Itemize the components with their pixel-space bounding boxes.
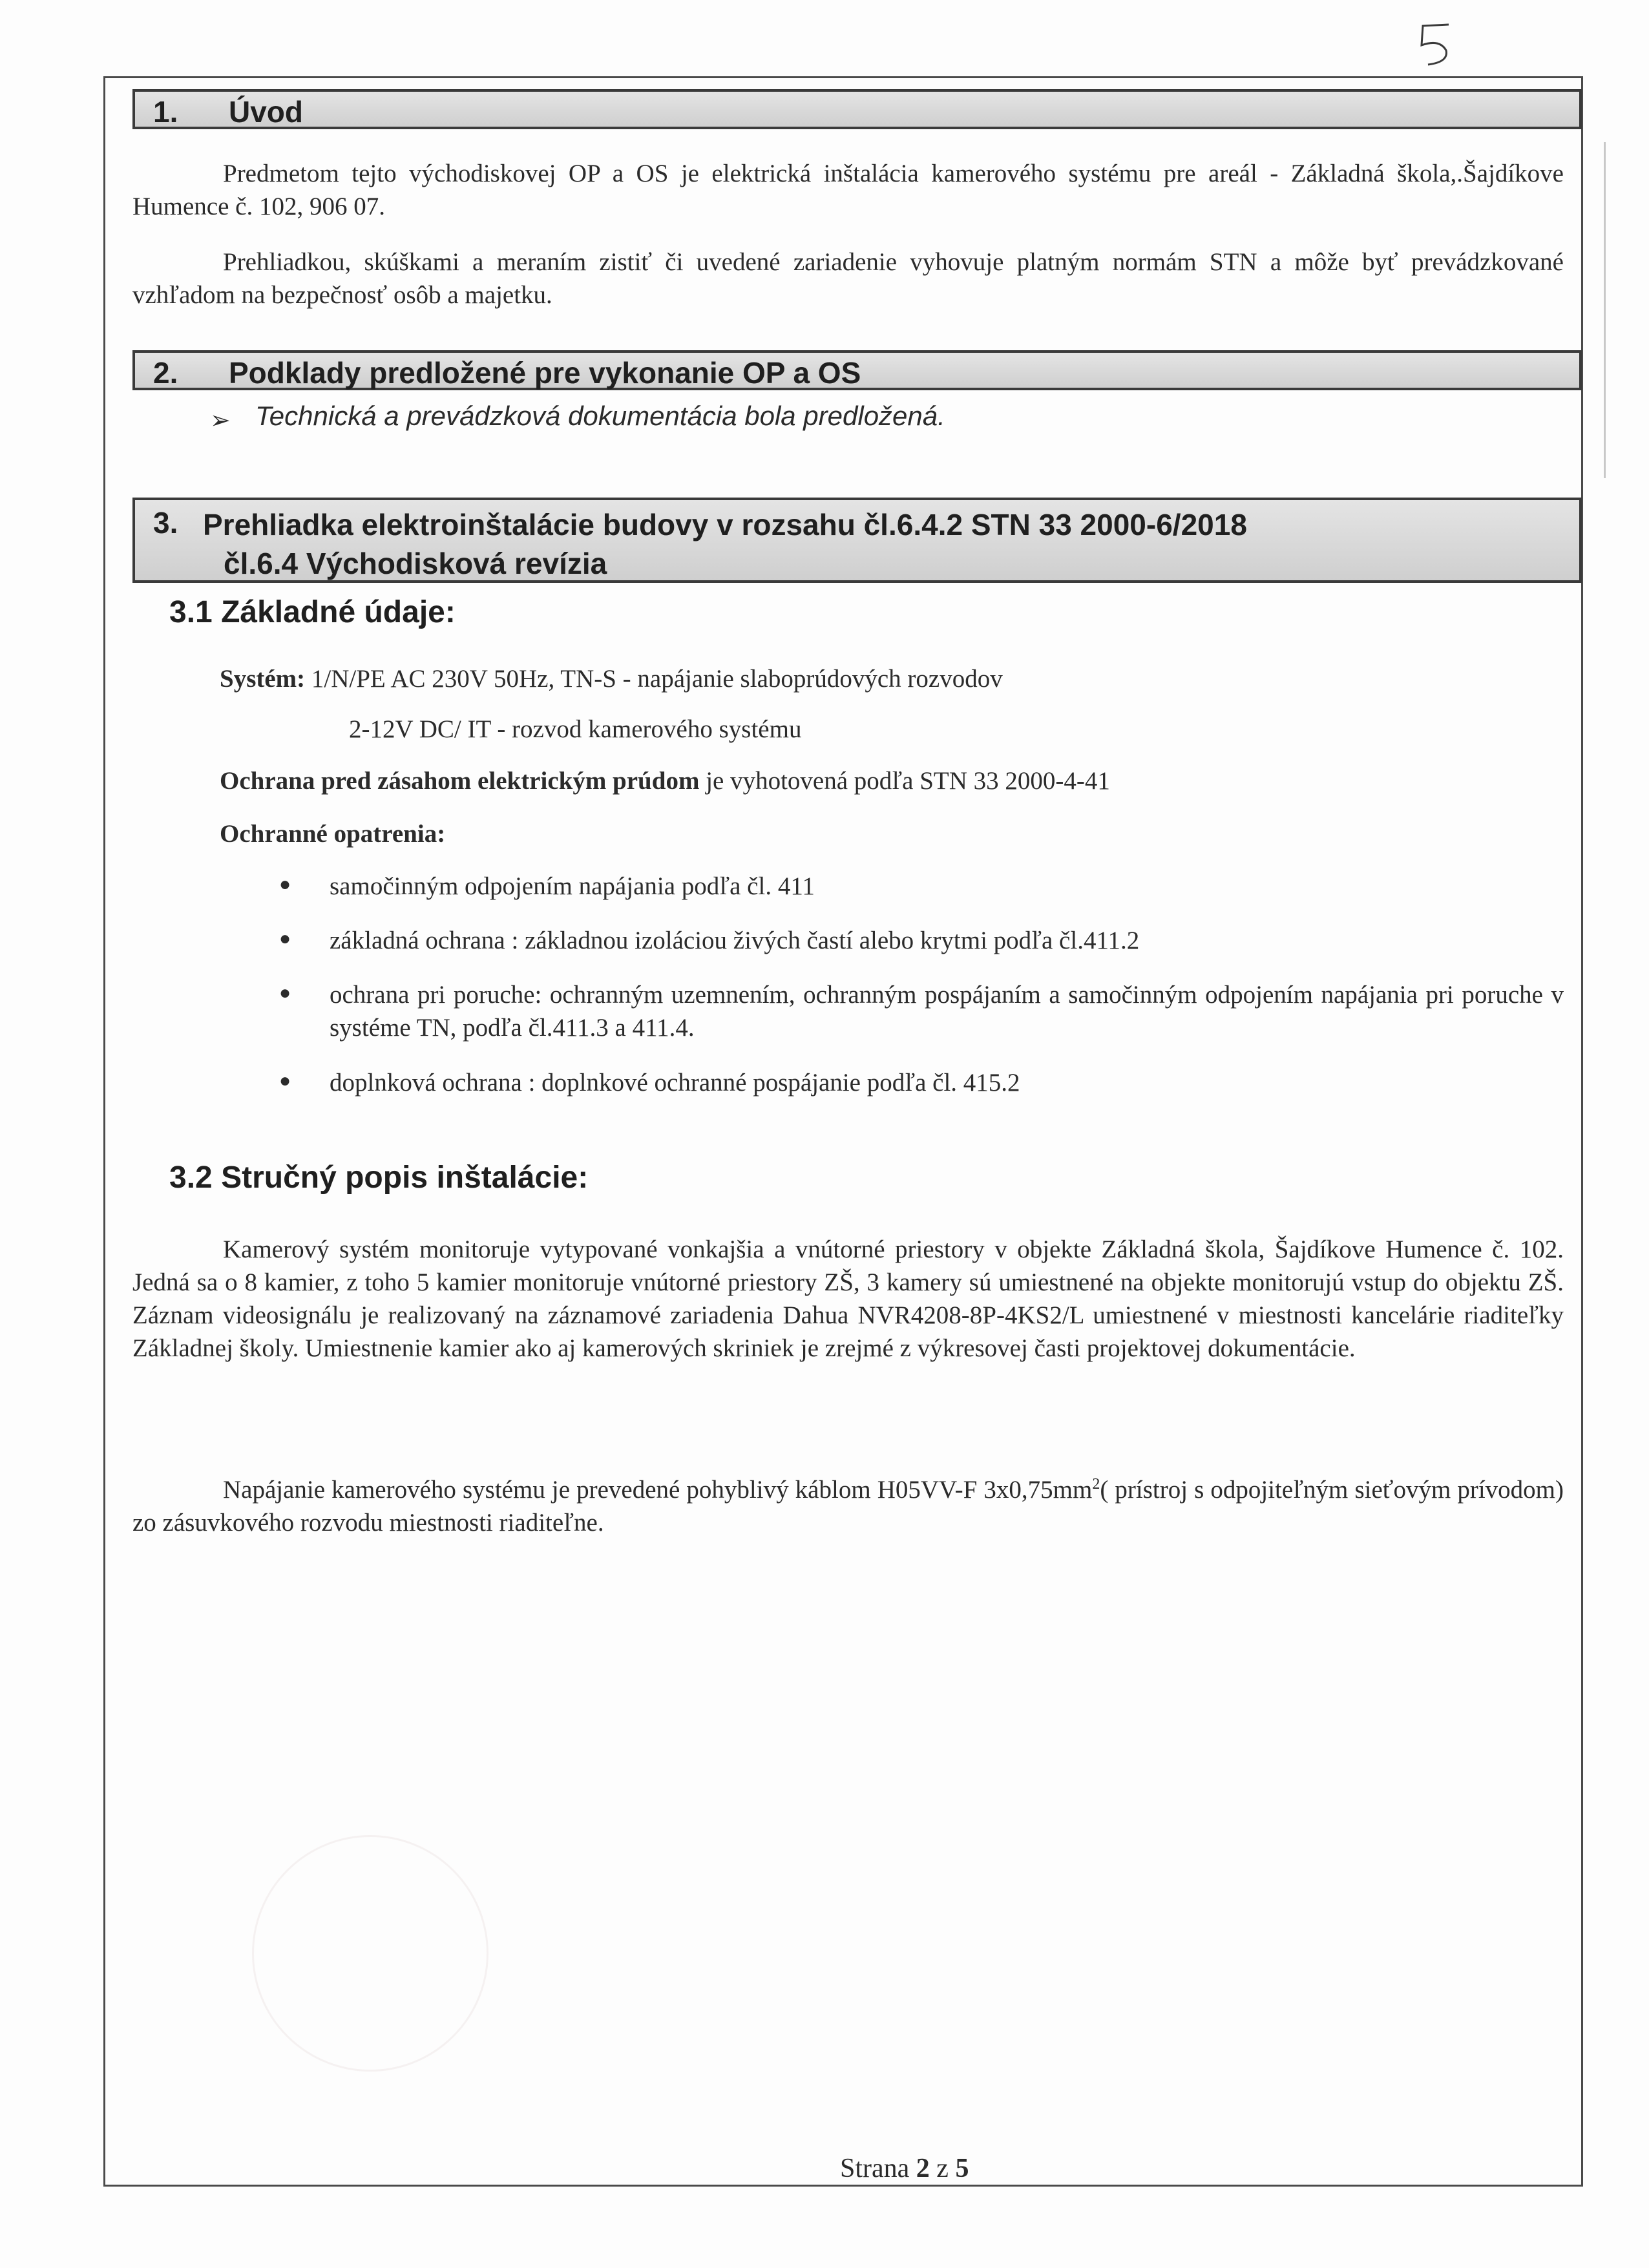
section-number: 3. [153, 506, 178, 540]
section-title: Podklady predložené pre vykonanie OP a OS [229, 356, 861, 390]
section-number: 2. [153, 356, 178, 390]
page-footer: Strana 2 z 5 [840, 2154, 969, 2183]
measures-label: Ochranné opatrenia: [220, 820, 446, 848]
section-3-header [132, 498, 1582, 583]
subsection-heading-basic-data: 3.1 Základné údaje: [169, 595, 456, 629]
system-line-2: 2-12V DC/ IT - rozvod kamerového systému [349, 715, 802, 743]
intro-paragraph-2: Prehliadkou, skúškami a meraním zistiť či uvedené zariadenie vyhovuje platným normám STN a môže byť prevádzkované vzhľadom na bezpečnosť osôb a majetku. [132, 248, 1564, 309]
intro-paragraph-1: Predmetom tejto východiskovej OP a OS je elektrická inštalácia kamerového systému pre areál - Základná škola,.Šajdíkove Humence č. 102, 906 07. [132, 160, 1564, 220]
measure-item: ochrana pri poruche: ochranným uzemnením, ochranným pospájaním a samočinným odpojením napájania pri poruche v systéme TN, podľa čl.411.3 a 411.4. [330, 981, 1564, 1042]
bullet-icon: ● [279, 982, 291, 1003]
arrow-bullet-icon: ➢ [210, 406, 231, 434]
section-number: 1. [153, 95, 178, 129]
section-title: Prehliadka elektroinštalácie budovy v rozsahu čl.6.4.2 STN 33 2000-6/2018 čl.6.4 Východisková revízia [203, 508, 1247, 580]
measure-item: základná ochrana : základnou izoláciou živých častí alebo krytmi podľa čl.411.2 [330, 927, 1140, 954]
protection-line: Ochrana pred zásahom elektrickým prúdom je vyhotovená podľa STN 33 2000-4-41 [220, 767, 1110, 795]
section-1-header [132, 89, 1582, 129]
handwritten-page-number [1409, 19, 1467, 71]
measure-item: samočinným odpojením napájania podľa čl. 411 [330, 872, 815, 900]
bullet-icon: ● [279, 1070, 291, 1091]
scan-edge [1604, 142, 1606, 478]
description-paragraph-2: Napájanie kamerového systému je prevedené pohyblivý káblom H05VV-F $3x0,75mm^2$( prístroj s odpojiteľným sieťovým prívodom) zo zásuvkového rozvodu miestnosti riaditeľne. [132, 1476, 1564, 1537]
system-line: Systém: 1/N/PE AC 230V 50Hz, TN-S - napájanie slaboprúdových rozvodov [220, 665, 1003, 693]
faint-stamp [252, 1835, 488, 2072]
description-paragraph-1: Kamerový systém monitoruje vytypované vonkajšia a vnútorné priestory v objekte Základná škola, Šajdíkove Humence č. 102. Jedná sa o 8 kamier, z toho 5 kamier monitoruje vnútorné priestory ZŠ, 3 kamery sú umiestnené na objekte monitorujú vstup do objektu ZŠ. Záznam videosignálu je realizovaný na záznamové zariadenia Dahua NVR4208-8P-4KS2/L umiestnené v miestnosti kancelárie riaditeľky Základnej školy. Umiestnenie kamier ako aj kamerových skriniek je zrejmé z výkresovej časti projektovej dokumentácie. [132, 1235, 1564, 1362]
bullet-icon: ● [279, 928, 291, 949]
subsection-heading-description: 3.2 Stručný popis inštalácie: [169, 1160, 589, 1195]
measure-item: doplnková ochrana : doplnkové ochranné pospájanie podľa čl. 415.2 [330, 1069, 1020, 1097]
section-2-header [132, 350, 1582, 390]
bullet-icon: ● [279, 874, 291, 895]
documents-note: Technická a prevádzková dokumentácia bola predložená. [255, 401, 945, 431]
section-title: Úvod [229, 95, 303, 129]
